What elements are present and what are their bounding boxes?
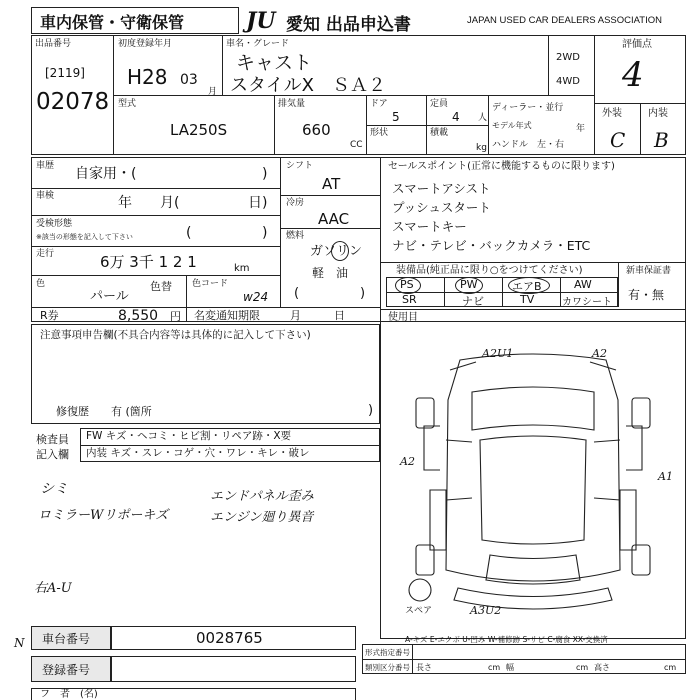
category-label: 類別区分番号 [365,663,410,672]
inspection-day: 日) [248,195,268,211]
equip-aw: AW [574,278,592,291]
lot-sub: [2119] [45,66,85,80]
lot-label: 出品番号 [35,39,72,49]
history-label: 車歴 [36,161,55,171]
color-value: パール [90,289,129,304]
color-code-label: 色コード [192,279,229,289]
inspection-value: 年 月( [118,195,180,211]
car-grade: スタイルX ＳＡ２ [230,75,386,96]
lot-number: 02078 [36,89,110,115]
repair-history: 修復歴 有 (箇所 [56,405,152,418]
drive-2wd: 2WD [556,52,580,63]
evaluation-label: 評価点 [622,39,652,50]
capacity-label: 定員 [430,99,449,109]
equip-ps: PS [400,278,414,291]
inspection-label: 車検 [36,191,55,201]
reg-value-cell [111,656,356,682]
shift-value: AT [322,175,341,193]
model-year-label: モデル年式 [492,121,532,130]
recycle-unit: 円 [170,310,181,323]
model-code: LA250S [170,121,228,139]
bottom-note: フ 者 (名) [40,689,98,700]
exterior-grade: C [610,128,626,152]
handwritten-note: エンジン廻り異音 [210,510,314,525]
inspector-row-fw: FW キズ・ヘコミ・ヒビ割・リペア跡・X要 [86,430,292,442]
doors-value: 5 [392,110,400,124]
inspector-row-interior: 内装 キズ・スレ・コゲ・穴・ワレ・キレ・破レ [86,447,310,459]
sales-point-item: プッシュスタート [392,200,491,215]
equip-navi: ナビ [462,295,484,308]
history-close: ) [262,166,268,182]
color-code-value: w24 [243,290,269,304]
fuel-paren-l: ( [294,286,300,301]
handwritten-note: ロミラーWリポーキズ [38,508,169,523]
sales-point-item: スマートキー [392,219,467,234]
gasoline-circle [331,241,349,261]
equip-circle-airbag [508,277,550,294]
car-diagram [380,330,686,630]
notes-label: 注意事項申告欄(不具合内容等は具体的に記入して下さい) [40,329,311,341]
cooling-value: AAC [318,210,350,228]
damage-mark: A1 [658,470,673,483]
registration-year: H28 [127,65,168,89]
car-name-label: 車名・グレード [226,39,290,49]
diagram-label: 使用目 [388,312,418,323]
damage-mark: A3U2 [470,604,502,617]
handwritten-note: シミ [40,481,68,497]
fuel-paren-r: ) [360,286,366,301]
fuel-gasoline: ガソリン [310,244,363,259]
doors-label: ドア [370,99,388,109]
warranty-label: 新車保証書 [626,266,672,276]
car-name: キャスト [236,52,313,74]
width-label: 幅 [506,663,514,672]
equipment-label: 装備品(純正品に限り○をつけてください) [396,265,583,276]
interior-grade: B [654,128,669,152]
damage-mark: A2U1 [482,347,514,360]
equip-circle-ps [395,277,421,294]
notice-label: 名変通知期限 [194,309,260,322]
chassis-number: 0028765 [196,629,263,647]
capacity-unit: 人 [478,113,488,123]
registration-label: 初度登録年月 [118,39,173,49]
damage-mark: A2 [400,455,415,468]
displacement-value: 660 [302,121,331,139]
recycle-amount: 8,550 [118,308,159,324]
interior-label: 内装 [648,108,668,119]
handwritten-note: 右A-U [34,581,72,596]
equip-airbag: エアB [512,280,542,293]
equip-leather: カワシート [562,297,612,308]
equip-pw: PW [460,278,478,291]
equip-sr: SR [402,293,417,306]
history-value: 自家用・( [75,166,137,182]
month-unit: 月 [208,87,218,97]
sales-points-label: セールスポイント(正常に機能するものに限ります) [388,161,615,172]
receive-label: 受検形態 [36,219,73,229]
height-unit: cm [664,663,677,672]
exterior-label: 外装 [602,108,622,119]
inspector-label: 検査員記入欄 [36,433,69,461]
model-label: 型式 [118,99,137,109]
year-unit: 年 [576,124,586,134]
color-change-label: 色替 [150,280,172,293]
margin-mark: N [14,636,25,650]
damage-legend: A-キズ E-エクボ U-凹み W-補修跡 S-サビ C-腐食 XX-交換済 [405,635,608,644]
receive-paren-r: ) [262,225,268,241]
registration-month: 03 [180,72,198,88]
dealer-label: ディーラー・並行 [492,103,564,113]
warranty-value: 有・無 [628,288,665,302]
shift-label: シフト [286,161,314,171]
fuel-label: 燃料 [286,231,305,241]
color-label: 色 [36,279,46,289]
kg-unit: kg [476,143,487,153]
association-name: JAPAN USED CAR DEALERS ASSOCIATION [467,15,662,26]
load-label: 積載 [430,128,449,138]
recycle-label: R券 [40,309,59,322]
model-cert-label: 形式指定番号 [365,648,410,657]
fuel-light-oil: 軽 油 [312,266,349,280]
receive-paren-l: ( [186,225,192,241]
cc-unit: CC [350,140,363,150]
damage-mark: A2 [592,347,607,360]
form-title: 愛知 出品申込書 [286,15,411,35]
spare-label: スペア [405,606,433,616]
notice-month-day: 月 日 [290,309,345,322]
length-label: 長さ [416,663,432,672]
width-unit: cm [576,663,589,672]
mileage-unit: km [234,263,250,274]
cooling-label: 冷房 [286,198,305,208]
receive-note: ※該当の形態を記入して下さい [36,233,133,241]
displacement-label: 排気量 [278,99,306,109]
ju-logo: JU [246,8,276,34]
sales-point-item: ナビ・テレビ・バックカメラ・ETC [392,238,591,253]
handwritten-note: エンドパネル歪み [210,489,314,504]
mileage-label: 走行 [36,249,55,259]
equip-circle-pw [455,277,483,294]
drive-4wd: 4WD [556,76,580,87]
equip-tv: TV [520,293,535,306]
shape-label: 形状 [370,128,389,138]
reg-label: 登録番号 [42,663,91,677]
length-unit: cm [488,663,501,672]
sales-point-item: スマートアシスト [392,181,491,196]
storage-note: 車内保管・守衛保管 [40,13,185,32]
handle-label: ハンドル 左・右 [492,140,565,150]
evaluation-score: 4 [622,55,644,95]
mileage-value: 6万 3千 1 2 1 [100,253,197,271]
capacity-value: 4 [452,110,460,124]
height-label: 高さ [594,663,610,672]
repair-close: ) [368,403,374,418]
chassis-label: 車台番号 [42,632,91,646]
